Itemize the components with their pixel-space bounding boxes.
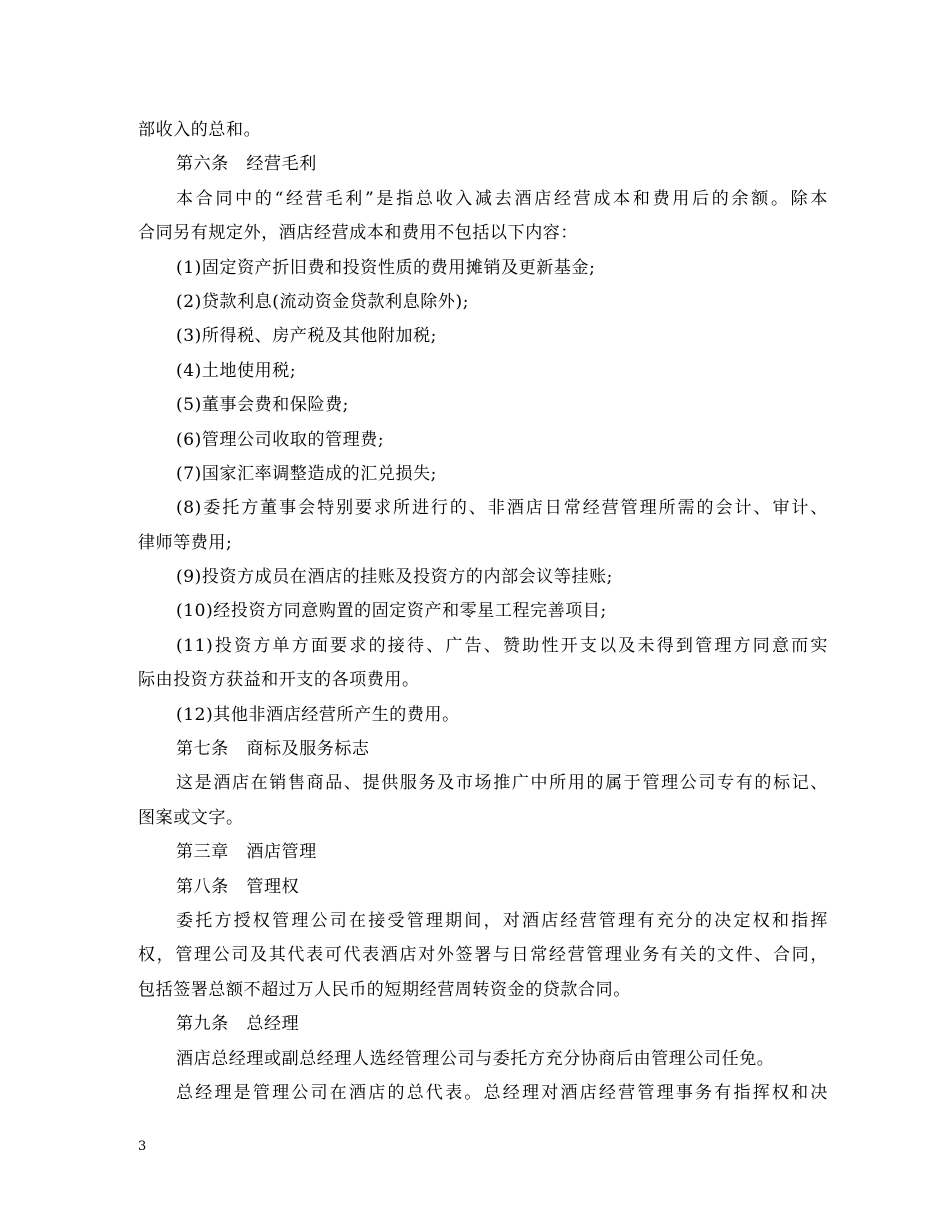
text-line: (4)土地使用税;	[176, 360, 297, 381]
text-line: 本合同中的“经营毛利”是指总收入减去酒店经营成本和费用后的余额。除本	[176, 188, 828, 209]
document-body	[138, 113, 828, 1110]
text-line: 权，管理公司及其代表可代表酒店对外签署与日常经营管理业务有关的文件、合同，	[138, 945, 828, 966]
text-line: 酒店总经理或副总经理人选经管理公司与委托方充分协商后由管理公司任免。	[176, 1048, 775, 1069]
text-line: (10)经投资方同意购置的固定资产和零星工程完善项目;	[176, 601, 607, 622]
text-line: 际由投资方获益和开支的各项费用。	[138, 670, 420, 691]
text-line: 合同另有规定外，酒店经营成本和费用不包括以下内容：	[138, 223, 578, 244]
text-line: (7)国家汇率调整造成的汇兑损失;	[176, 463, 438, 484]
text-line: (11)投资方单方面要求的接待、广告、赞助性开支以及未得到管理方同意而实	[176, 635, 828, 656]
text-line: (8)委托方董事会特别要求所进行的、非酒店日常经营管理所需的会计、审计、	[176, 498, 828, 519]
text-line: 总经理是管理公司在酒店的总代表。总经理对酒店经营管理事务有指挥权和决	[176, 1082, 828, 1103]
text-line: 第三章 酒店管理	[176, 842, 317, 863]
text-line: (2)贷款利息(流动资金贷款利息除外);	[176, 291, 470, 312]
text-line: 包括签署总额不超过万人民币的短期经营周转资金的贷款合同。	[138, 979, 631, 1000]
text-line: 律师等费用;	[138, 532, 233, 553]
text-line: (3)所得税、房产税及其他附加税;	[176, 326, 438, 347]
text-line: (1)固定资产折旧费和投资性质的费用摊销及更新基金;	[176, 257, 596, 278]
text-line: 图案或文字。	[138, 807, 244, 828]
text-line: 这是酒店在销售商品、提供服务及市场推广中所用的属于管理公司专有的标记、	[176, 773, 828, 794]
text-line: 第九条 总经理	[176, 1014, 300, 1035]
text-line: 第七条 商标及服务标志	[176, 739, 370, 760]
text-line: (5)董事会费和保险费;	[176, 395, 350, 416]
page-number: 3	[138, 1139, 147, 1154]
text-line: 委托方授权管理公司在接受管理期间，对酒店经营管理有充分的决定权和指挥	[176, 910, 828, 931]
text-line: (9)投资方成员在酒店的挂账及投资方的内部会议等挂账;	[176, 567, 614, 588]
text-line: 第八条 管理权	[176, 876, 300, 897]
text-line: 第六条 经营毛利	[176, 154, 317, 175]
text-line: (12)其他非酒店经营所产生的费用。	[176, 704, 460, 725]
text-line: (6)管理公司收取的管理费;	[176, 429, 385, 450]
text-line: 部收入的总和。	[138, 120, 262, 140]
